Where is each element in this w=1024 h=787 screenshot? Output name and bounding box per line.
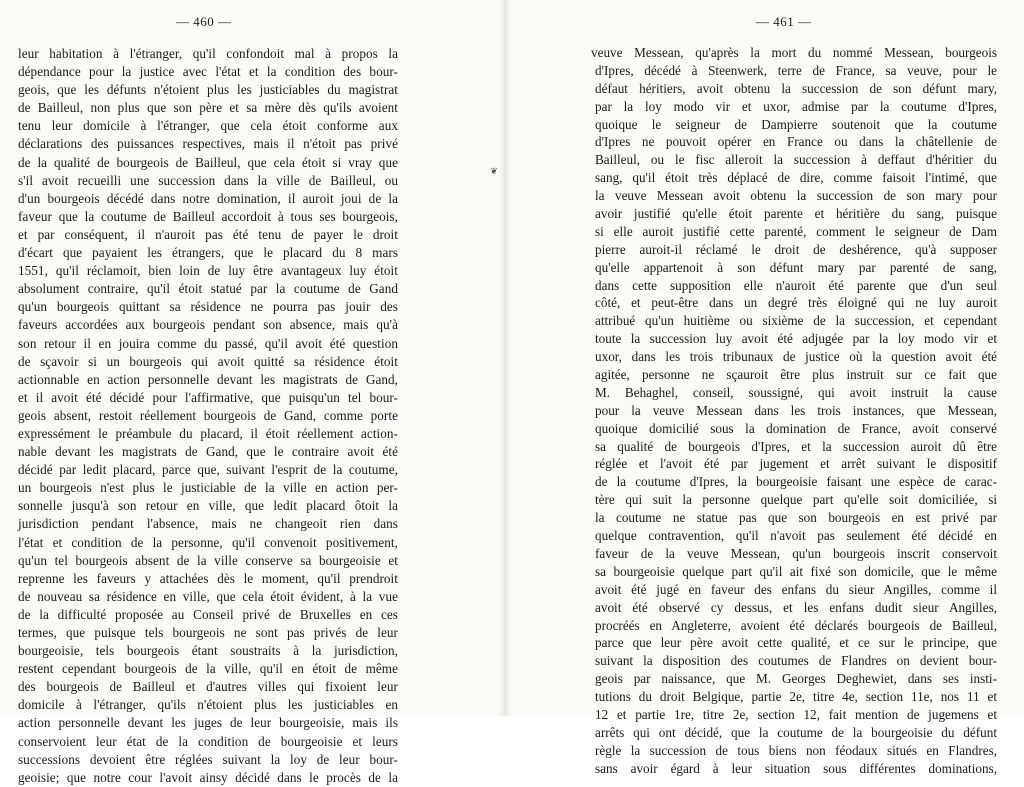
text-line: de nouveau sa résidence en ville, que cela étoit évident, à la vue <box>18 588 398 604</box>
text-line: s'il avoit recueilli une succession dans la ville de Bailleul, ou <box>18 172 398 188</box>
text-line: d'Ipres ne pouvoit opérer en France ou dans la châtellenie de <box>595 134 997 150</box>
text-line: sang, qu'il étoit très déplacé de dire, comme faisoit l'intimé, que <box>595 170 997 186</box>
text-line: leur habitation à l'étranger, qu'il confondoit mal à propos la <box>18 46 398 61</box>
text-line: quoique domicilié sous la domination de France, avoit conservé <box>595 420 997 436</box>
text-line: uxor, dans les trois tribunaux de justice où la question avoit été <box>595 349 997 365</box>
text-line: restent cependant bourgeois de la ville, qu'il en étoit de même <box>18 661 398 677</box>
text-line: reprenne les faveurs y attachées dès le moment, qu'il prendroit <box>18 570 398 586</box>
text-line: et par conséquent, il n'auroit pas été tenu de payer le droit <box>18 226 398 242</box>
text-line: nable devant les magistrats de Gand, que le contraire avoit été <box>18 444 398 460</box>
text-line: sonnelle jusqu'à son retour en ville, que ledit placard ôtoit la <box>18 498 398 514</box>
text-line: l'état et condition de la personne, qu'il convenoit positivement, <box>18 534 398 550</box>
text-line: M. Behaghel, conseil, soussigné, qui avoit instruit la cause <box>595 384 997 400</box>
text-line: son retour il en jouira comme du passé, qu'il avoit été question <box>18 335 398 351</box>
text-line: geois par naissance, que M. Georges Deghewiet, dans ses insti- <box>595 671 997 687</box>
text-line: geoisie; que notre cour l'avoit ainsy décidé dans le procès de la <box>18 769 398 785</box>
page-number-left: — 460 — <box>176 14 232 29</box>
text-line: si elle auroit justifié cette parenté, comment le seigneur de Dam <box>595 223 997 239</box>
text-line: d'Ipres, décédé à Steenwerk, terre de France, sa veuve, pour le <box>595 62 997 78</box>
text-line: expressément le préambule du placard, il étoit réellement action- <box>18 425 398 441</box>
text-line: agitée, personne ne sçauroit être plus instruit sur ce fait que <box>595 367 997 383</box>
page-left <box>0 0 505 785</box>
text-line: sa bourgeoisie quelque part qu'il ait fixé son domicile, que le même <box>595 563 997 579</box>
text-line: toute la succession luy avoit été adjugée par la loy modo vir et <box>595 331 997 347</box>
text-line: pour la veuve Messean dans les trois instances, que Messean, <box>595 402 997 418</box>
text-line: procréés en Angleterre, avoient été déclarés bourgeois de Bailleul, <box>595 617 997 633</box>
text-line: dans cette supposition elle n'auroit été parente que d'un seul <box>595 277 997 293</box>
text-line: bourgeoisie, tels bourgeois étant soustraits à la jurisdiction, <box>18 643 398 659</box>
page-left-text <box>18 45 398 787</box>
text-line: pierre auroit-il réclamé le droit de deshérence, qu'à supposer <box>595 241 997 257</box>
text-line: attribué qu'un huitième ou sixième de la succession, et cependant <box>595 313 997 329</box>
gutter-mark-icon: ❦ <box>490 166 498 176</box>
text-line: décidé par ledit placard, parce que, suivant l'esprit de la coutume, <box>18 462 398 478</box>
text-line: sans avoir égard à leur situation sous différentes dominations, <box>595 760 997 776</box>
text-line: qu'un tel bourgeois absent de la ville conserve sa bourgeoisie et <box>18 552 398 568</box>
text-line: termes, que puisque tels bourgeois ne sont pas privés de leur <box>18 625 398 640</box>
text-line: tutions du droit Belgique, partie 2e, titre 4e, section 11e, nos 11 et <box>595 689 997 705</box>
text-line: faveur de la veuve Messean, qu'un bourgeois inscrit conservoit <box>595 545 997 561</box>
page-right <box>505 0 1024 776</box>
text-line: jurisdiction pendant l'absence, mais ne changeoit rien dans <box>18 516 398 532</box>
text-line: des bourgeois de Bailleul et d'autres villes qui fixoient leur <box>18 679 398 695</box>
text-line: la coutume ne statue pas que son bourgeois en est privé par <box>595 510 997 526</box>
text-line: de sçavoir si un bourgeois qui avoit quitté sa résidence étoit <box>18 353 398 369</box>
text-line: parce que leur père avoit cette qualité, et ce sur le principe, que <box>595 635 997 651</box>
text-line: de la coutume d'Ipres, la bourgeoisie faisant une espèce de carac- <box>595 474 997 490</box>
text-line: successions devoient être réglées suivant la loy de leur bour- <box>18 751 398 767</box>
text-line: par la loy modo vir et uxor, admise par la coutume d'Ipres, <box>595 98 997 114</box>
text-line: geois absent, restoit réellement bourgeois de Gand, comme porte <box>18 407 398 423</box>
text-line: côté, et peut-être dans un degré très éloigné qui ne luy auroit <box>595 295 997 311</box>
text-line: Bailleul, ou le fisc alleroit la succession à deffaut d'héritier du <box>595 152 997 168</box>
page-right-text <box>591 44 997 778</box>
text-line: qu'un bourgeois quittant sa résidence ne pourra pas jouir des <box>18 299 398 315</box>
text-line: quoique le seigneur de Dampierre soutenoit que la coutume <box>595 116 997 132</box>
text-line: faveur que la coutume de Bailleul accordoit à tous ses bourgeois, <box>18 208 398 224</box>
text-line: de la difficulté proposée au Conseil privé de Bruxelles en ces <box>18 606 398 622</box>
text-line: tère qui suit la personne quelque part qu'elle soit domiciliée, si <box>595 492 997 508</box>
text-line: avoir justifié qu'elle étoit parente et héritière du sang, puisque <box>595 206 997 222</box>
text-line: arrêts qui ont décidé, que la coutume de la bourgeoisie du défunt <box>595 724 997 740</box>
text-line: réglée et l'avoit été par jugement et arrêt suivant le dispositif <box>595 456 997 472</box>
text-line: déclarations des puissances respectives, mais il n'étoit pas privé <box>18 136 398 152</box>
text-line: la veuve Messean avoit obtenu la succession de son mary pour <box>595 188 997 204</box>
text-line: geois, que les défunts n'étoient plus les justiciables du magistrat <box>18 82 398 98</box>
text-line: conservoient leur état de la condition de bourgeoisie et leurs <box>18 733 398 749</box>
text-line: quelque contravention, qu'il n'avoit pas seulement été décidé en <box>595 528 997 544</box>
text-line: tenu leur domicile à l'étranger, que cela étoit conforme aux <box>18 118 398 134</box>
text-line: actionnable en action personnelle devant les magistrats de Gand, <box>18 371 398 387</box>
text-line: dépendance pour la justice avec l'état et la condition des bour- <box>18 64 398 80</box>
text-line: absolument contraire, qu'il étoit statué par la coutume de Gand <box>18 281 398 297</box>
text-line: d'un bourgeois décédé dans notre domination, il auroit joui de la <box>18 190 398 206</box>
text-line: d'écart que payaient les étrangers, que le placard du 8 mars <box>18 245 398 261</box>
text-line: qu'elle appartenoit à son défunt mary par parenté de sang, <box>595 259 997 275</box>
text-line: faveurs accordées aux bourgeois pendant son absence, mais qu'à <box>18 317 398 333</box>
text-line: 1551, qu'il réclamoit, bien loin de luy être avantageux luy étoit <box>18 263 398 279</box>
text-line: de Bailleul, non plus que son père et sa mère dès qu'ils avoient <box>18 100 398 116</box>
text-line: avoit été jugé en faveur des enfans du sieur Angilles, comme il <box>595 581 997 597</box>
page-number-right: — 461 — <box>756 14 812 29</box>
text-line: veuve Messean, qu'après la mort du nommé Messean, bourgeois <box>591 45 997 60</box>
text-line: de la qualité de bourgeois de Bailleul, que cela étoit si vray que <box>18 154 398 170</box>
text-line: avoit été observé cy dessus, et les enfans dudit sieur Angilles, <box>595 599 997 615</box>
text-line: 12 et partie 1re, titre 2e, section 12, fait mention de jugemens et <box>595 706 997 722</box>
text-line: et il avoit été décidé pour l'affirmative, que puisqu'un tel bour- <box>18 389 398 405</box>
text-line: suivant la disposition des coutumes de Flandres on devient bour- <box>595 653 997 669</box>
text-line: un bourgeois n'est plus le justiciable de la ville en action per- <box>18 480 398 496</box>
text-line: domicile à l'étranger, qu'ils n'étoient plus les justiciables en <box>18 697 398 713</box>
text-line: sa qualité de bourgeois d'Ipres, et la succession auroit dû être <box>595 438 997 454</box>
text-line: défaut héritiers, avoit obtenu la succession de son défunt mary, <box>595 80 997 96</box>
text-line: action personnelle devant les juges de leur bourgeoisie, mais ils <box>18 715 398 731</box>
text-line: règle la succession de tous biens non féodaux situés en Flandres, <box>595 742 997 758</box>
